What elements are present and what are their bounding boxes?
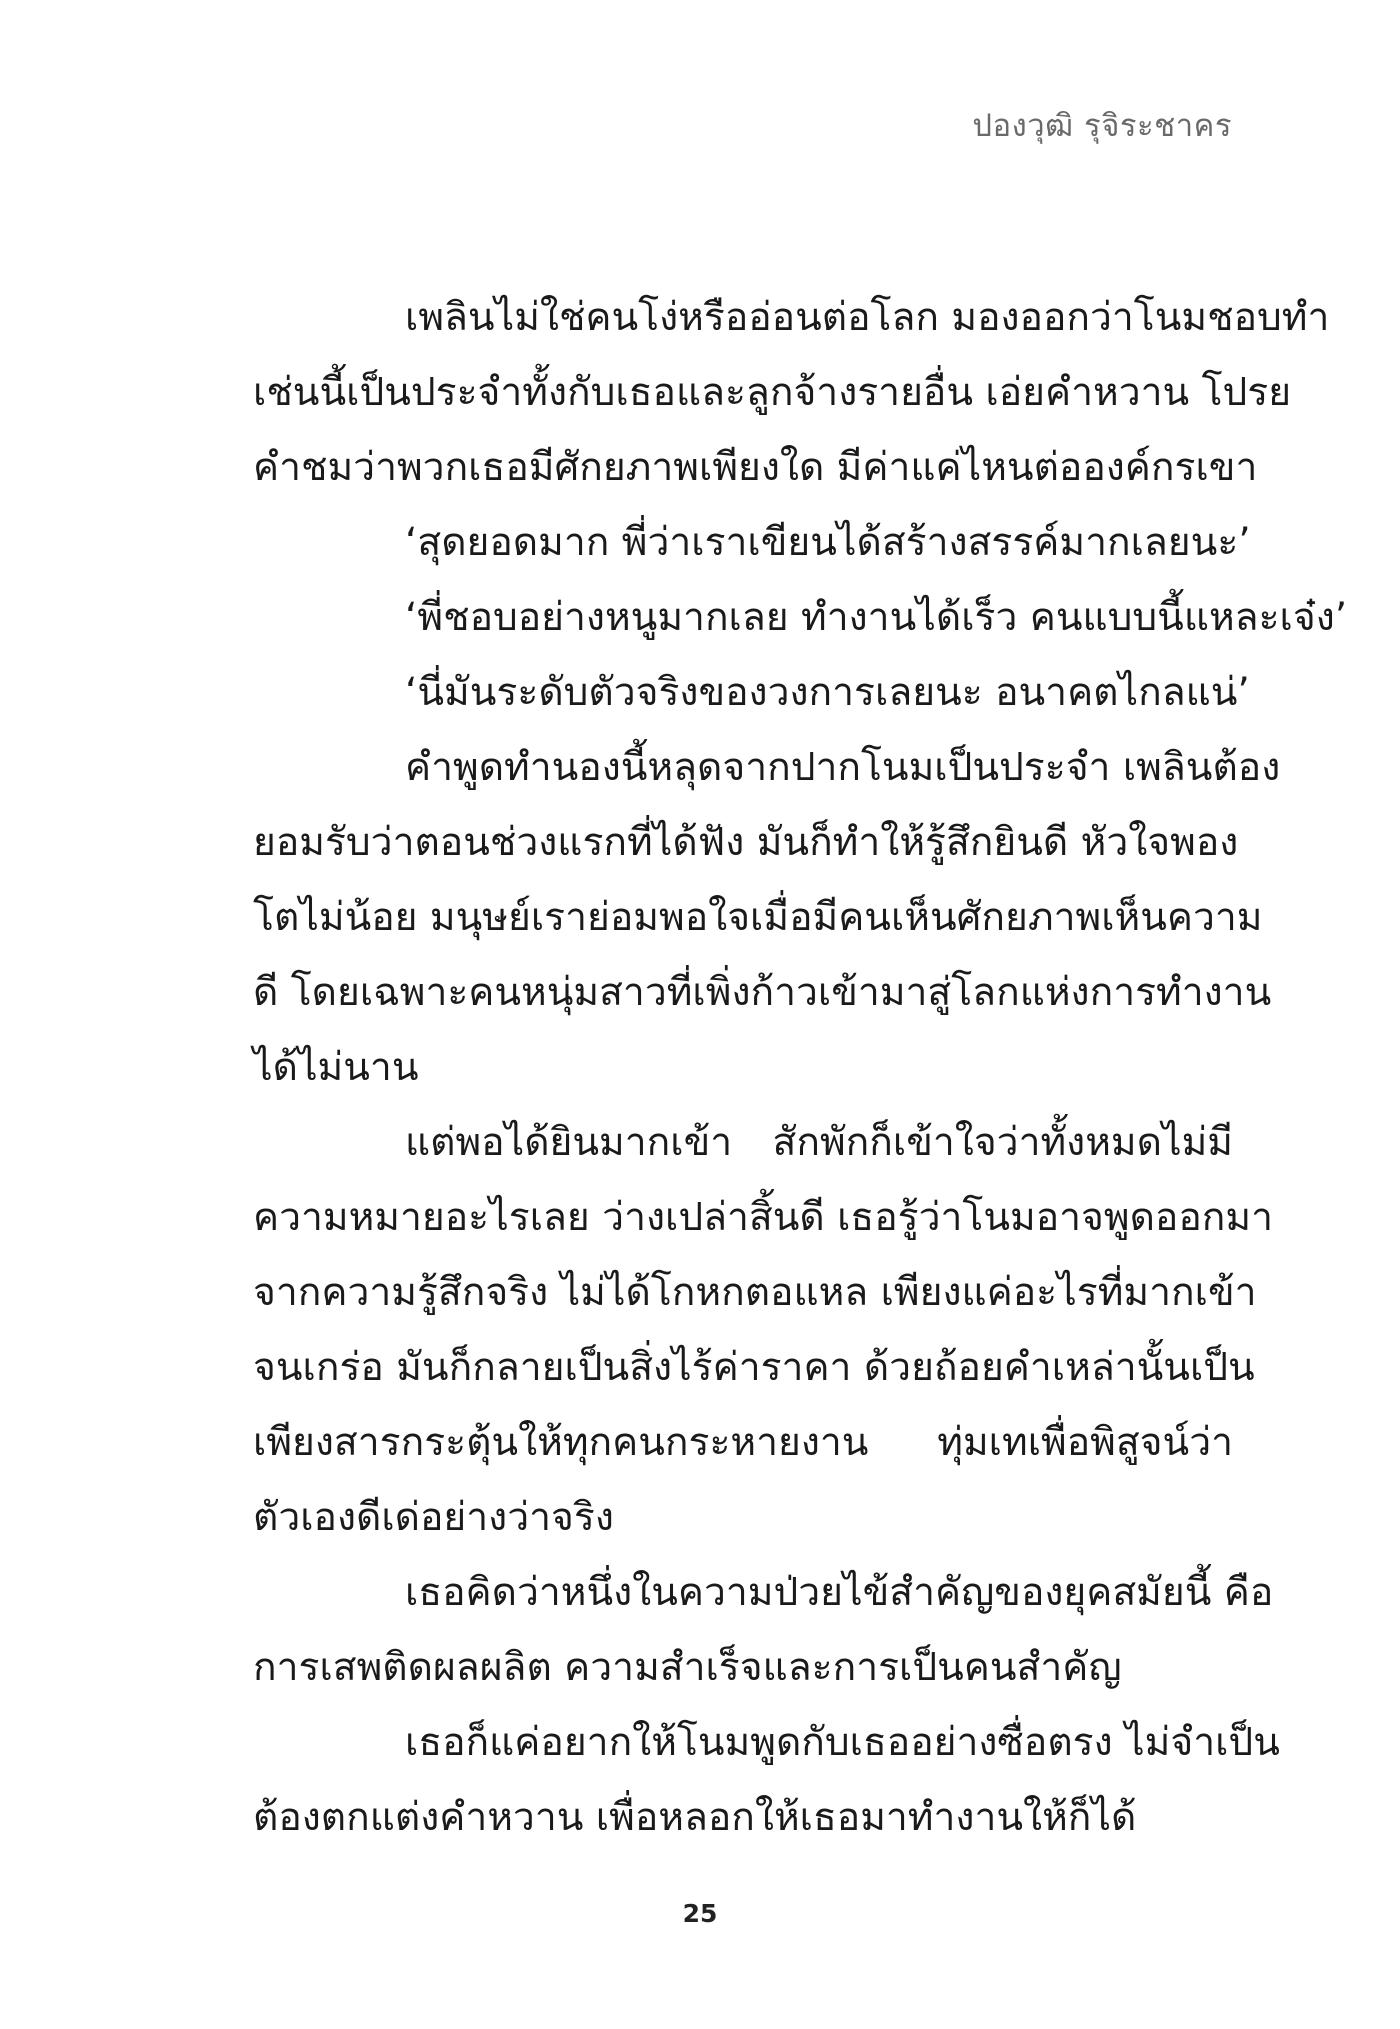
text-line: ‘สุดยอดมาก พี่ว่าเราเขียนได้สร้างสรรค์มากเลยนะ’ xyxy=(405,520,1251,565)
text-line: ‘นี่มันระดับตัวจริงของวงการเลยนะ อนาคตไกลแน่’ xyxy=(405,670,1250,715)
text-line: คำชมว่าพวกเธอมีศักยภาพเพียงใด มีค่าแค่ไหนต่อองค์กรเขา xyxy=(253,445,1258,490)
body-text xyxy=(253,280,1348,1855)
text-line: ต้องตกแต่งคำหวาน เพื่อหลอกให้เธอมาทำงานให้ก็ได้ xyxy=(253,1795,1137,1840)
text-line: การเสพติดผลผลิต ความสำเร็จและการเป็นคนสำคัญ xyxy=(253,1645,1122,1690)
text-line: จนเกร่อ มันก็กลายเป็นสิ่งไร้ค่าราคา ด้วยถ้อยคำเหล่านั้นเป็น xyxy=(253,1345,1255,1390)
running-head-author: ปองวุฒิ รุจิระชาคร xyxy=(972,108,1232,144)
text-line: เพลินไม่ใช่คนโง่หรืออ่อนต่อโลก มองออกว่าโนมชอบทำ xyxy=(405,295,1330,340)
text-line: แต่พอได้ยินมากเข้า สักพักก็เข้าใจว่าทั้งหมดไม่มี xyxy=(405,1120,1233,1165)
text-line: ดี โดยเฉพาะคนหนุ่มสาวที่เพิ่งก้าวเข้ามาสู่โลกแห่งการทำงาน xyxy=(253,970,1272,1015)
text-line: เช่นนี้เป็นประจำทั้งกับเธอและลูกจ้างรายอื่น เอ่ยคำหวาน โปรย xyxy=(253,370,1292,415)
text-line: ได้ไม่นาน xyxy=(253,1045,419,1090)
text-line: ‘พี่ชอบอย่างหนูมากเลย ทำงานได้เร็ว คนแบบนี้แหละเจ๋ง’ xyxy=(405,595,1348,640)
page-number: 25 xyxy=(682,1899,718,1928)
text-line: คำพูดทำนองนี้หลุดจากปากโนมเป็นประจำ เพลินต้อง xyxy=(405,745,1281,790)
text-line: เธอคิดว่าหนึ่งในความป่วยไข้สำคัญของยุคสมัยนี้ คือ xyxy=(405,1570,1274,1615)
text-line: ความหมายอะไรเลย ว่างเปล่าสิ้นดี เธอรู้ว่าโนมอาจพูดออกมา xyxy=(253,1195,1273,1240)
text-line: ตัวเองดีเด่อย่างว่าจริง xyxy=(253,1495,614,1540)
text-line: เธอก็แค่อยากให้โนมพูดกับเธออย่างซื่อตรง ไม่จำเป็น xyxy=(405,1720,1280,1765)
text-line: ยอมรับว่าตอนช่วงแรกที่ได้ฟัง มันก็ทำให้รู้สึกยินดี หัวใจพอง xyxy=(253,820,1239,865)
text-line: จากความรู้สึกจริง ไม่ได้โกหกตอแหล เพียงแค่อะไรที่มากเข้า xyxy=(253,1270,1257,1315)
text-line: โตไม่น้อย มนุษย์เราย่อมพอใจเมื่อมีคนเห็นศักยภาพเห็นความ xyxy=(253,895,1263,940)
text-line: เพียงสารกระตุ้นให้ทุกคนกระหายงาน ทุ่มเทเพื่อพิสูจน์ว่า xyxy=(253,1420,1233,1465)
